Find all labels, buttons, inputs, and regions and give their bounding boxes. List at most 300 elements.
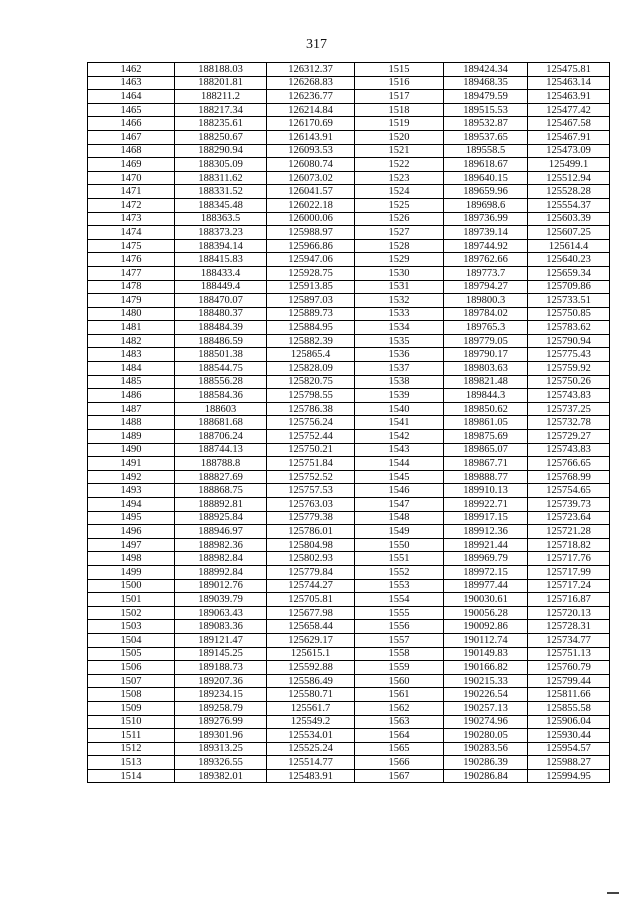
x-coordinate-right-cell: 190226.54 bbox=[444, 688, 528, 702]
y-coordinate-right-cell: 125659.34 bbox=[528, 266, 610, 280]
table-row bbox=[88, 701, 610, 715]
point-number-right-cell: 1544 bbox=[355, 457, 444, 471]
point-number-right-cell: 1564 bbox=[355, 729, 444, 743]
y-coordinate-left-cell: 125947.06 bbox=[267, 253, 355, 267]
table-row bbox=[88, 661, 610, 675]
y-coordinate-left-cell: 125928.75 bbox=[267, 266, 355, 280]
y-coordinate-left-cell: 125882.39 bbox=[267, 334, 355, 348]
x-coordinate-left-cell: 188394.14 bbox=[175, 239, 267, 253]
y-coordinate-right-cell: 125467.58 bbox=[528, 117, 610, 131]
point-number-right-cell: 1562 bbox=[355, 701, 444, 715]
y-coordinate-right-cell: 125750.85 bbox=[528, 307, 610, 321]
point-number-left-cell: 1514 bbox=[88, 769, 175, 783]
y-coordinate-left-cell: 125798.55 bbox=[267, 389, 355, 403]
x-coordinate-left-cell: 189188.73 bbox=[175, 661, 267, 675]
point-number-left-cell: 1493 bbox=[88, 484, 175, 498]
x-coordinate-left-cell: 188603 bbox=[175, 402, 267, 416]
y-coordinate-right-cell: 125811.66 bbox=[528, 688, 610, 702]
point-number-right-cell: 1528 bbox=[355, 239, 444, 253]
y-coordinate-left-cell: 125744.27 bbox=[267, 579, 355, 593]
table-row bbox=[88, 525, 610, 539]
y-coordinate-left-cell: 126236.77 bbox=[267, 90, 355, 104]
x-coordinate-right-cell: 189640.15 bbox=[444, 171, 528, 185]
y-coordinate-right-cell: 125463.14 bbox=[528, 76, 610, 90]
x-coordinate-right-cell: 190286.39 bbox=[444, 756, 528, 770]
point-number-left-cell: 1467 bbox=[88, 130, 175, 144]
y-coordinate-left-cell: 125913.85 bbox=[267, 280, 355, 294]
y-coordinate-right-cell: 125988.27 bbox=[528, 756, 610, 770]
x-coordinate-right-cell: 189867.71 bbox=[444, 457, 528, 471]
y-coordinate-left-cell: 125786.01 bbox=[267, 525, 355, 539]
table-row bbox=[88, 117, 610, 131]
table-row bbox=[88, 90, 610, 104]
point-number-left-cell: 1473 bbox=[88, 212, 175, 226]
point-number-left-cell: 1506 bbox=[88, 661, 175, 675]
table-row bbox=[88, 185, 610, 199]
y-coordinate-left-cell: 125705.81 bbox=[267, 593, 355, 607]
table-row bbox=[88, 375, 610, 389]
point-number-right-cell: 1524 bbox=[355, 185, 444, 199]
x-coordinate-right-cell: 189794.27 bbox=[444, 280, 528, 294]
y-coordinate-right-cell: 125739.73 bbox=[528, 498, 610, 512]
x-coordinate-left-cell: 188827.69 bbox=[175, 470, 267, 484]
table-row bbox=[88, 171, 610, 185]
x-coordinate-right-cell: 189784.02 bbox=[444, 307, 528, 321]
point-number-right-cell: 1548 bbox=[355, 511, 444, 525]
y-coordinate-left-cell: 125750.21 bbox=[267, 443, 355, 457]
point-number-right-cell: 1533 bbox=[355, 307, 444, 321]
point-number-left-cell: 1494 bbox=[88, 498, 175, 512]
x-coordinate-right-cell: 189515.53 bbox=[444, 103, 528, 117]
table-row bbox=[88, 565, 610, 579]
point-number-left-cell: 1495 bbox=[88, 511, 175, 525]
x-coordinate-left-cell: 188486.59 bbox=[175, 334, 267, 348]
x-coordinate-right-cell: 189844.3 bbox=[444, 389, 528, 403]
y-coordinate-left-cell: 125586.49 bbox=[267, 674, 355, 688]
x-coordinate-left-cell: 188788.8 bbox=[175, 457, 267, 471]
table-row bbox=[88, 593, 610, 607]
x-coordinate-left-cell: 189012.76 bbox=[175, 579, 267, 593]
point-number-right-cell: 1545 bbox=[355, 470, 444, 484]
point-number-left-cell: 1470 bbox=[88, 171, 175, 185]
table-row bbox=[88, 647, 610, 661]
y-coordinate-left-cell: 125592.88 bbox=[267, 661, 355, 675]
point-number-left-cell: 1478 bbox=[88, 280, 175, 294]
x-coordinate-left-cell: 188484.39 bbox=[175, 321, 267, 335]
y-coordinate-right-cell: 125512.94 bbox=[528, 171, 610, 185]
point-number-left-cell: 1485 bbox=[88, 375, 175, 389]
x-coordinate-right-cell: 189888.77 bbox=[444, 470, 528, 484]
point-number-left-cell: 1482 bbox=[88, 334, 175, 348]
point-number-right-cell: 1516 bbox=[355, 76, 444, 90]
y-coordinate-left-cell: 126170.69 bbox=[267, 117, 355, 131]
point-number-right-cell: 1558 bbox=[355, 647, 444, 661]
table-row bbox=[88, 579, 610, 593]
point-number-left-cell: 1499 bbox=[88, 565, 175, 579]
point-number-right-cell: 1550 bbox=[355, 538, 444, 552]
point-number-left-cell: 1483 bbox=[88, 348, 175, 362]
y-coordinate-right-cell: 125751.13 bbox=[528, 647, 610, 661]
table-row bbox=[88, 470, 610, 484]
x-coordinate-left-cell: 188201.81 bbox=[175, 76, 267, 90]
point-number-right-cell: 1567 bbox=[355, 769, 444, 783]
x-coordinate-right-cell: 189800.3 bbox=[444, 294, 528, 308]
y-coordinate-right-cell: 125743.83 bbox=[528, 443, 610, 457]
point-number-right-cell: 1543 bbox=[355, 443, 444, 457]
x-coordinate-right-cell: 189910.13 bbox=[444, 484, 528, 498]
table-row bbox=[88, 348, 610, 362]
y-coordinate-left-cell: 125897.03 bbox=[267, 294, 355, 308]
x-coordinate-right-cell: 189865.07 bbox=[444, 443, 528, 457]
table-row bbox=[88, 144, 610, 158]
x-coordinate-left-cell: 188992.84 bbox=[175, 565, 267, 579]
y-coordinate-left-cell: 125514.77 bbox=[267, 756, 355, 770]
y-coordinate-left-cell: 125752.52 bbox=[267, 470, 355, 484]
y-coordinate-left-cell: 125889.73 bbox=[267, 307, 355, 321]
x-coordinate-right-cell: 190166.82 bbox=[444, 661, 528, 675]
y-coordinate-left-cell: 125751.84 bbox=[267, 457, 355, 471]
y-coordinate-left-cell: 125763.03 bbox=[267, 498, 355, 512]
y-coordinate-right-cell: 125467.91 bbox=[528, 130, 610, 144]
x-coordinate-right-cell: 190283.56 bbox=[444, 742, 528, 756]
x-coordinate-left-cell: 188373.23 bbox=[175, 226, 267, 240]
point-number-right-cell: 1565 bbox=[355, 742, 444, 756]
point-number-left-cell: 1508 bbox=[88, 688, 175, 702]
point-number-left-cell: 1497 bbox=[88, 538, 175, 552]
table-row bbox=[88, 511, 610, 525]
point-number-right-cell: 1522 bbox=[355, 158, 444, 172]
y-coordinate-left-cell: 125629.17 bbox=[267, 633, 355, 647]
x-coordinate-right-cell: 189659.96 bbox=[444, 185, 528, 199]
x-coordinate-right-cell: 189972.15 bbox=[444, 565, 528, 579]
x-coordinate-right-cell: 189736.99 bbox=[444, 212, 528, 226]
x-coordinate-left-cell: 188470.07 bbox=[175, 294, 267, 308]
y-coordinate-right-cell: 125775.43 bbox=[528, 348, 610, 362]
y-coordinate-left-cell: 125483.91 bbox=[267, 769, 355, 783]
y-coordinate-right-cell: 125783.62 bbox=[528, 321, 610, 335]
x-coordinate-left-cell: 188706.24 bbox=[175, 430, 267, 444]
x-coordinate-left-cell: 188449.4 bbox=[175, 280, 267, 294]
table-row bbox=[88, 294, 610, 308]
point-number-left-cell: 1502 bbox=[88, 606, 175, 620]
point-number-left-cell: 1507 bbox=[88, 674, 175, 688]
y-coordinate-left-cell: 125752.44 bbox=[267, 430, 355, 444]
y-coordinate-right-cell: 125766.65 bbox=[528, 457, 610, 471]
point-number-right-cell: 1563 bbox=[355, 715, 444, 729]
y-coordinate-left-cell: 125677.98 bbox=[267, 606, 355, 620]
point-number-left-cell: 1476 bbox=[88, 253, 175, 267]
point-number-right-cell: 1537 bbox=[355, 362, 444, 376]
point-number-right-cell: 1559 bbox=[355, 661, 444, 675]
x-coordinate-right-cell: 189765.3 bbox=[444, 321, 528, 335]
y-coordinate-right-cell: 125760.79 bbox=[528, 661, 610, 675]
table-row bbox=[88, 76, 610, 90]
point-number-left-cell: 1468 bbox=[88, 144, 175, 158]
x-coordinate-right-cell: 190274.96 bbox=[444, 715, 528, 729]
y-coordinate-right-cell: 125554.37 bbox=[528, 198, 610, 212]
y-coordinate-left-cell: 125615.1 bbox=[267, 647, 355, 661]
point-number-right-cell: 1549 bbox=[355, 525, 444, 539]
x-coordinate-left-cell: 189145.25 bbox=[175, 647, 267, 661]
x-coordinate-left-cell: 189326.55 bbox=[175, 756, 267, 770]
x-coordinate-left-cell: 188556.28 bbox=[175, 375, 267, 389]
x-coordinate-right-cell: 189917.15 bbox=[444, 511, 528, 525]
y-coordinate-left-cell: 125820.75 bbox=[267, 375, 355, 389]
x-coordinate-right-cell: 189618.67 bbox=[444, 158, 528, 172]
point-number-right-cell: 1540 bbox=[355, 402, 444, 416]
table-row bbox=[88, 198, 610, 212]
table-row bbox=[88, 266, 610, 280]
y-coordinate-right-cell: 125906.04 bbox=[528, 715, 610, 729]
x-coordinate-left-cell: 188250.67 bbox=[175, 130, 267, 144]
table-row bbox=[88, 334, 610, 348]
point-number-right-cell: 1535 bbox=[355, 334, 444, 348]
x-coordinate-left-cell: 189382.01 bbox=[175, 769, 267, 783]
table-row bbox=[88, 158, 610, 172]
x-coordinate-left-cell: 188982.84 bbox=[175, 552, 267, 566]
y-coordinate-right-cell: 125994.95 bbox=[528, 769, 610, 783]
y-coordinate-left-cell: 126143.91 bbox=[267, 130, 355, 144]
table-row bbox=[88, 416, 610, 430]
y-coordinate-right-cell: 125603.39 bbox=[528, 212, 610, 226]
point-number-right-cell: 1553 bbox=[355, 579, 444, 593]
x-coordinate-left-cell: 188946.97 bbox=[175, 525, 267, 539]
coordinates-table bbox=[87, 62, 610, 783]
point-number-left-cell: 1512 bbox=[88, 742, 175, 756]
x-coordinate-left-cell: 188363.5 bbox=[175, 212, 267, 226]
y-coordinate-left-cell: 125865.4 bbox=[267, 348, 355, 362]
point-number-right-cell: 1551 bbox=[355, 552, 444, 566]
x-coordinate-left-cell: 189313.25 bbox=[175, 742, 267, 756]
point-number-right-cell: 1525 bbox=[355, 198, 444, 212]
point-number-left-cell: 1463 bbox=[88, 76, 175, 90]
point-number-right-cell: 1529 bbox=[355, 253, 444, 267]
table-row bbox=[88, 389, 610, 403]
x-coordinate-right-cell: 190149.83 bbox=[444, 647, 528, 661]
point-number-left-cell: 1475 bbox=[88, 239, 175, 253]
table-row bbox=[88, 552, 610, 566]
y-coordinate-left-cell: 126000.06 bbox=[267, 212, 355, 226]
point-number-right-cell: 1546 bbox=[355, 484, 444, 498]
x-coordinate-right-cell: 189773.7 bbox=[444, 266, 528, 280]
table-row bbox=[88, 253, 610, 267]
y-coordinate-left-cell: 126080.74 bbox=[267, 158, 355, 172]
x-coordinate-left-cell: 188188.03 bbox=[175, 63, 267, 77]
point-number-right-cell: 1552 bbox=[355, 565, 444, 579]
point-number-left-cell: 1500 bbox=[88, 579, 175, 593]
x-coordinate-right-cell: 189424.34 bbox=[444, 63, 528, 77]
table-row bbox=[88, 498, 610, 512]
y-coordinate-left-cell: 125756.24 bbox=[267, 416, 355, 430]
point-number-right-cell: 1515 bbox=[355, 63, 444, 77]
y-coordinate-right-cell: 125528.28 bbox=[528, 185, 610, 199]
y-coordinate-left-cell: 126022.18 bbox=[267, 198, 355, 212]
point-number-left-cell: 1510 bbox=[88, 715, 175, 729]
y-coordinate-right-cell: 125477.42 bbox=[528, 103, 610, 117]
x-coordinate-right-cell: 189468.35 bbox=[444, 76, 528, 90]
table-row bbox=[88, 457, 610, 471]
point-number-right-cell: 1519 bbox=[355, 117, 444, 131]
x-coordinate-left-cell: 189039.79 bbox=[175, 593, 267, 607]
y-coordinate-left-cell: 125804.98 bbox=[267, 538, 355, 552]
y-coordinate-right-cell: 125954.57 bbox=[528, 742, 610, 756]
y-coordinate-right-cell: 125743.83 bbox=[528, 389, 610, 403]
x-coordinate-left-cell: 188433.4 bbox=[175, 266, 267, 280]
x-coordinate-right-cell: 189739.14 bbox=[444, 226, 528, 240]
x-coordinate-right-cell: 190092.86 bbox=[444, 620, 528, 634]
point-number-right-cell: 1539 bbox=[355, 389, 444, 403]
point-number-right-cell: 1555 bbox=[355, 606, 444, 620]
x-coordinate-right-cell: 189762.66 bbox=[444, 253, 528, 267]
x-coordinate-left-cell: 189207.36 bbox=[175, 674, 267, 688]
coordinates-table-body bbox=[88, 63, 610, 783]
x-coordinate-left-cell: 188331.52 bbox=[175, 185, 267, 199]
y-coordinate-left-cell: 125525.24 bbox=[267, 742, 355, 756]
y-coordinate-right-cell: 125754.65 bbox=[528, 484, 610, 498]
point-number-right-cell: 1530 bbox=[355, 266, 444, 280]
point-number-right-cell: 1561 bbox=[355, 688, 444, 702]
y-coordinate-left-cell: 126093.53 bbox=[267, 144, 355, 158]
y-coordinate-right-cell: 125709.86 bbox=[528, 280, 610, 294]
point-number-left-cell: 1471 bbox=[88, 185, 175, 199]
point-number-left-cell: 1503 bbox=[88, 620, 175, 634]
x-coordinate-right-cell: 189479.59 bbox=[444, 90, 528, 104]
table-row bbox=[88, 606, 610, 620]
y-coordinate-right-cell: 125463.91 bbox=[528, 90, 610, 104]
table-row bbox=[88, 430, 610, 444]
y-coordinate-right-cell: 125855.58 bbox=[528, 701, 610, 715]
y-coordinate-left-cell: 126073.02 bbox=[267, 171, 355, 185]
y-coordinate-right-cell: 125790.94 bbox=[528, 334, 610, 348]
point-number-left-cell: 1491 bbox=[88, 457, 175, 471]
y-coordinate-right-cell: 125728.31 bbox=[528, 620, 610, 634]
point-number-left-cell: 1513 bbox=[88, 756, 175, 770]
scan-mark bbox=[607, 892, 619, 894]
point-number-right-cell: 1556 bbox=[355, 620, 444, 634]
y-coordinate-left-cell: 125779.38 bbox=[267, 511, 355, 525]
x-coordinate-right-cell: 189537.65 bbox=[444, 130, 528, 144]
x-coordinate-left-cell: 188415.83 bbox=[175, 253, 267, 267]
point-number-right-cell: 1541 bbox=[355, 416, 444, 430]
point-number-left-cell: 1501 bbox=[88, 593, 175, 607]
point-number-right-cell: 1554 bbox=[355, 593, 444, 607]
x-coordinate-right-cell: 189790.17 bbox=[444, 348, 528, 362]
y-coordinate-left-cell: 125884.95 bbox=[267, 321, 355, 335]
x-coordinate-left-cell: 188345.48 bbox=[175, 198, 267, 212]
point-number-left-cell: 1490 bbox=[88, 443, 175, 457]
point-number-left-cell: 1474 bbox=[88, 226, 175, 240]
table-row bbox=[88, 321, 610, 335]
x-coordinate-left-cell: 189083.36 bbox=[175, 620, 267, 634]
y-coordinate-right-cell: 125614.4 bbox=[528, 239, 610, 253]
x-coordinate-left-cell: 188290.94 bbox=[175, 144, 267, 158]
x-coordinate-right-cell: 189977.44 bbox=[444, 579, 528, 593]
y-coordinate-left-cell: 125757.53 bbox=[267, 484, 355, 498]
y-coordinate-left-cell: 126312.37 bbox=[267, 63, 355, 77]
table-row bbox=[88, 715, 610, 729]
point-number-right-cell: 1538 bbox=[355, 375, 444, 389]
table-row bbox=[88, 362, 610, 376]
x-coordinate-left-cell: 188311.62 bbox=[175, 171, 267, 185]
x-coordinate-right-cell: 190286.84 bbox=[444, 769, 528, 783]
point-number-right-cell: 1518 bbox=[355, 103, 444, 117]
y-coordinate-left-cell: 126268.83 bbox=[267, 76, 355, 90]
y-coordinate-right-cell: 125718.82 bbox=[528, 538, 610, 552]
point-number-right-cell: 1547 bbox=[355, 498, 444, 512]
point-number-right-cell: 1557 bbox=[355, 633, 444, 647]
x-coordinate-right-cell: 189850.62 bbox=[444, 402, 528, 416]
table-row bbox=[88, 63, 610, 77]
point-number-left-cell: 1465 bbox=[88, 103, 175, 117]
y-coordinate-left-cell: 125786.38 bbox=[267, 402, 355, 416]
point-number-left-cell: 1466 bbox=[88, 117, 175, 131]
x-coordinate-right-cell: 189532.87 bbox=[444, 117, 528, 131]
y-coordinate-right-cell: 125799.44 bbox=[528, 674, 610, 688]
table-row bbox=[88, 307, 610, 321]
x-coordinate-right-cell: 189922.71 bbox=[444, 498, 528, 512]
x-coordinate-right-cell: 190112.74 bbox=[444, 633, 528, 647]
y-coordinate-right-cell: 125607.25 bbox=[528, 226, 610, 240]
y-coordinate-right-cell: 125640.23 bbox=[528, 253, 610, 267]
point-number-right-cell: 1521 bbox=[355, 144, 444, 158]
point-number-left-cell: 1509 bbox=[88, 701, 175, 715]
y-coordinate-right-cell: 125733.51 bbox=[528, 294, 610, 308]
y-coordinate-right-cell: 125473.09 bbox=[528, 144, 610, 158]
point-number-left-cell: 1469 bbox=[88, 158, 175, 172]
y-coordinate-left-cell: 125549.2 bbox=[267, 715, 355, 729]
x-coordinate-left-cell: 188544.75 bbox=[175, 362, 267, 376]
point-number-left-cell: 1505 bbox=[88, 647, 175, 661]
table-row bbox=[88, 402, 610, 416]
y-coordinate-right-cell: 125499.1 bbox=[528, 158, 610, 172]
y-coordinate-left-cell: 125779.84 bbox=[267, 565, 355, 579]
table-row bbox=[88, 226, 610, 240]
point-number-left-cell: 1489 bbox=[88, 430, 175, 444]
y-coordinate-right-cell: 125737.25 bbox=[528, 402, 610, 416]
y-coordinate-left-cell: 125988.97 bbox=[267, 226, 355, 240]
x-coordinate-left-cell: 188211.2 bbox=[175, 90, 267, 104]
point-number-left-cell: 1486 bbox=[88, 389, 175, 403]
table-row bbox=[88, 103, 610, 117]
y-coordinate-right-cell: 125729.27 bbox=[528, 430, 610, 444]
x-coordinate-left-cell: 188892.81 bbox=[175, 498, 267, 512]
y-coordinate-left-cell: 125658.44 bbox=[267, 620, 355, 634]
point-number-right-cell: 1534 bbox=[355, 321, 444, 335]
x-coordinate-left-cell: 189258.79 bbox=[175, 701, 267, 715]
y-coordinate-right-cell: 125716.87 bbox=[528, 593, 610, 607]
x-coordinate-right-cell: 190257.13 bbox=[444, 701, 528, 715]
y-coordinate-left-cell: 125561.7 bbox=[267, 701, 355, 715]
x-coordinate-right-cell: 190280.05 bbox=[444, 729, 528, 743]
x-coordinate-left-cell: 188305.09 bbox=[175, 158, 267, 172]
x-coordinate-right-cell: 189803.63 bbox=[444, 362, 528, 376]
y-coordinate-right-cell: 125759.92 bbox=[528, 362, 610, 376]
table-row bbox=[88, 239, 610, 253]
x-coordinate-left-cell: 189301.96 bbox=[175, 729, 267, 743]
point-number-right-cell: 1527 bbox=[355, 226, 444, 240]
x-coordinate-right-cell: 190056.28 bbox=[444, 606, 528, 620]
point-number-right-cell: 1542 bbox=[355, 430, 444, 444]
table-row bbox=[88, 443, 610, 457]
x-coordinate-right-cell: 189861.05 bbox=[444, 416, 528, 430]
point-number-left-cell: 1496 bbox=[88, 525, 175, 539]
table-row bbox=[88, 674, 610, 688]
table-row bbox=[88, 688, 610, 702]
point-number-right-cell: 1517 bbox=[355, 90, 444, 104]
y-coordinate-right-cell: 125723.64 bbox=[528, 511, 610, 525]
y-coordinate-right-cell: 125717.76 bbox=[528, 552, 610, 566]
table-row bbox=[88, 729, 610, 743]
